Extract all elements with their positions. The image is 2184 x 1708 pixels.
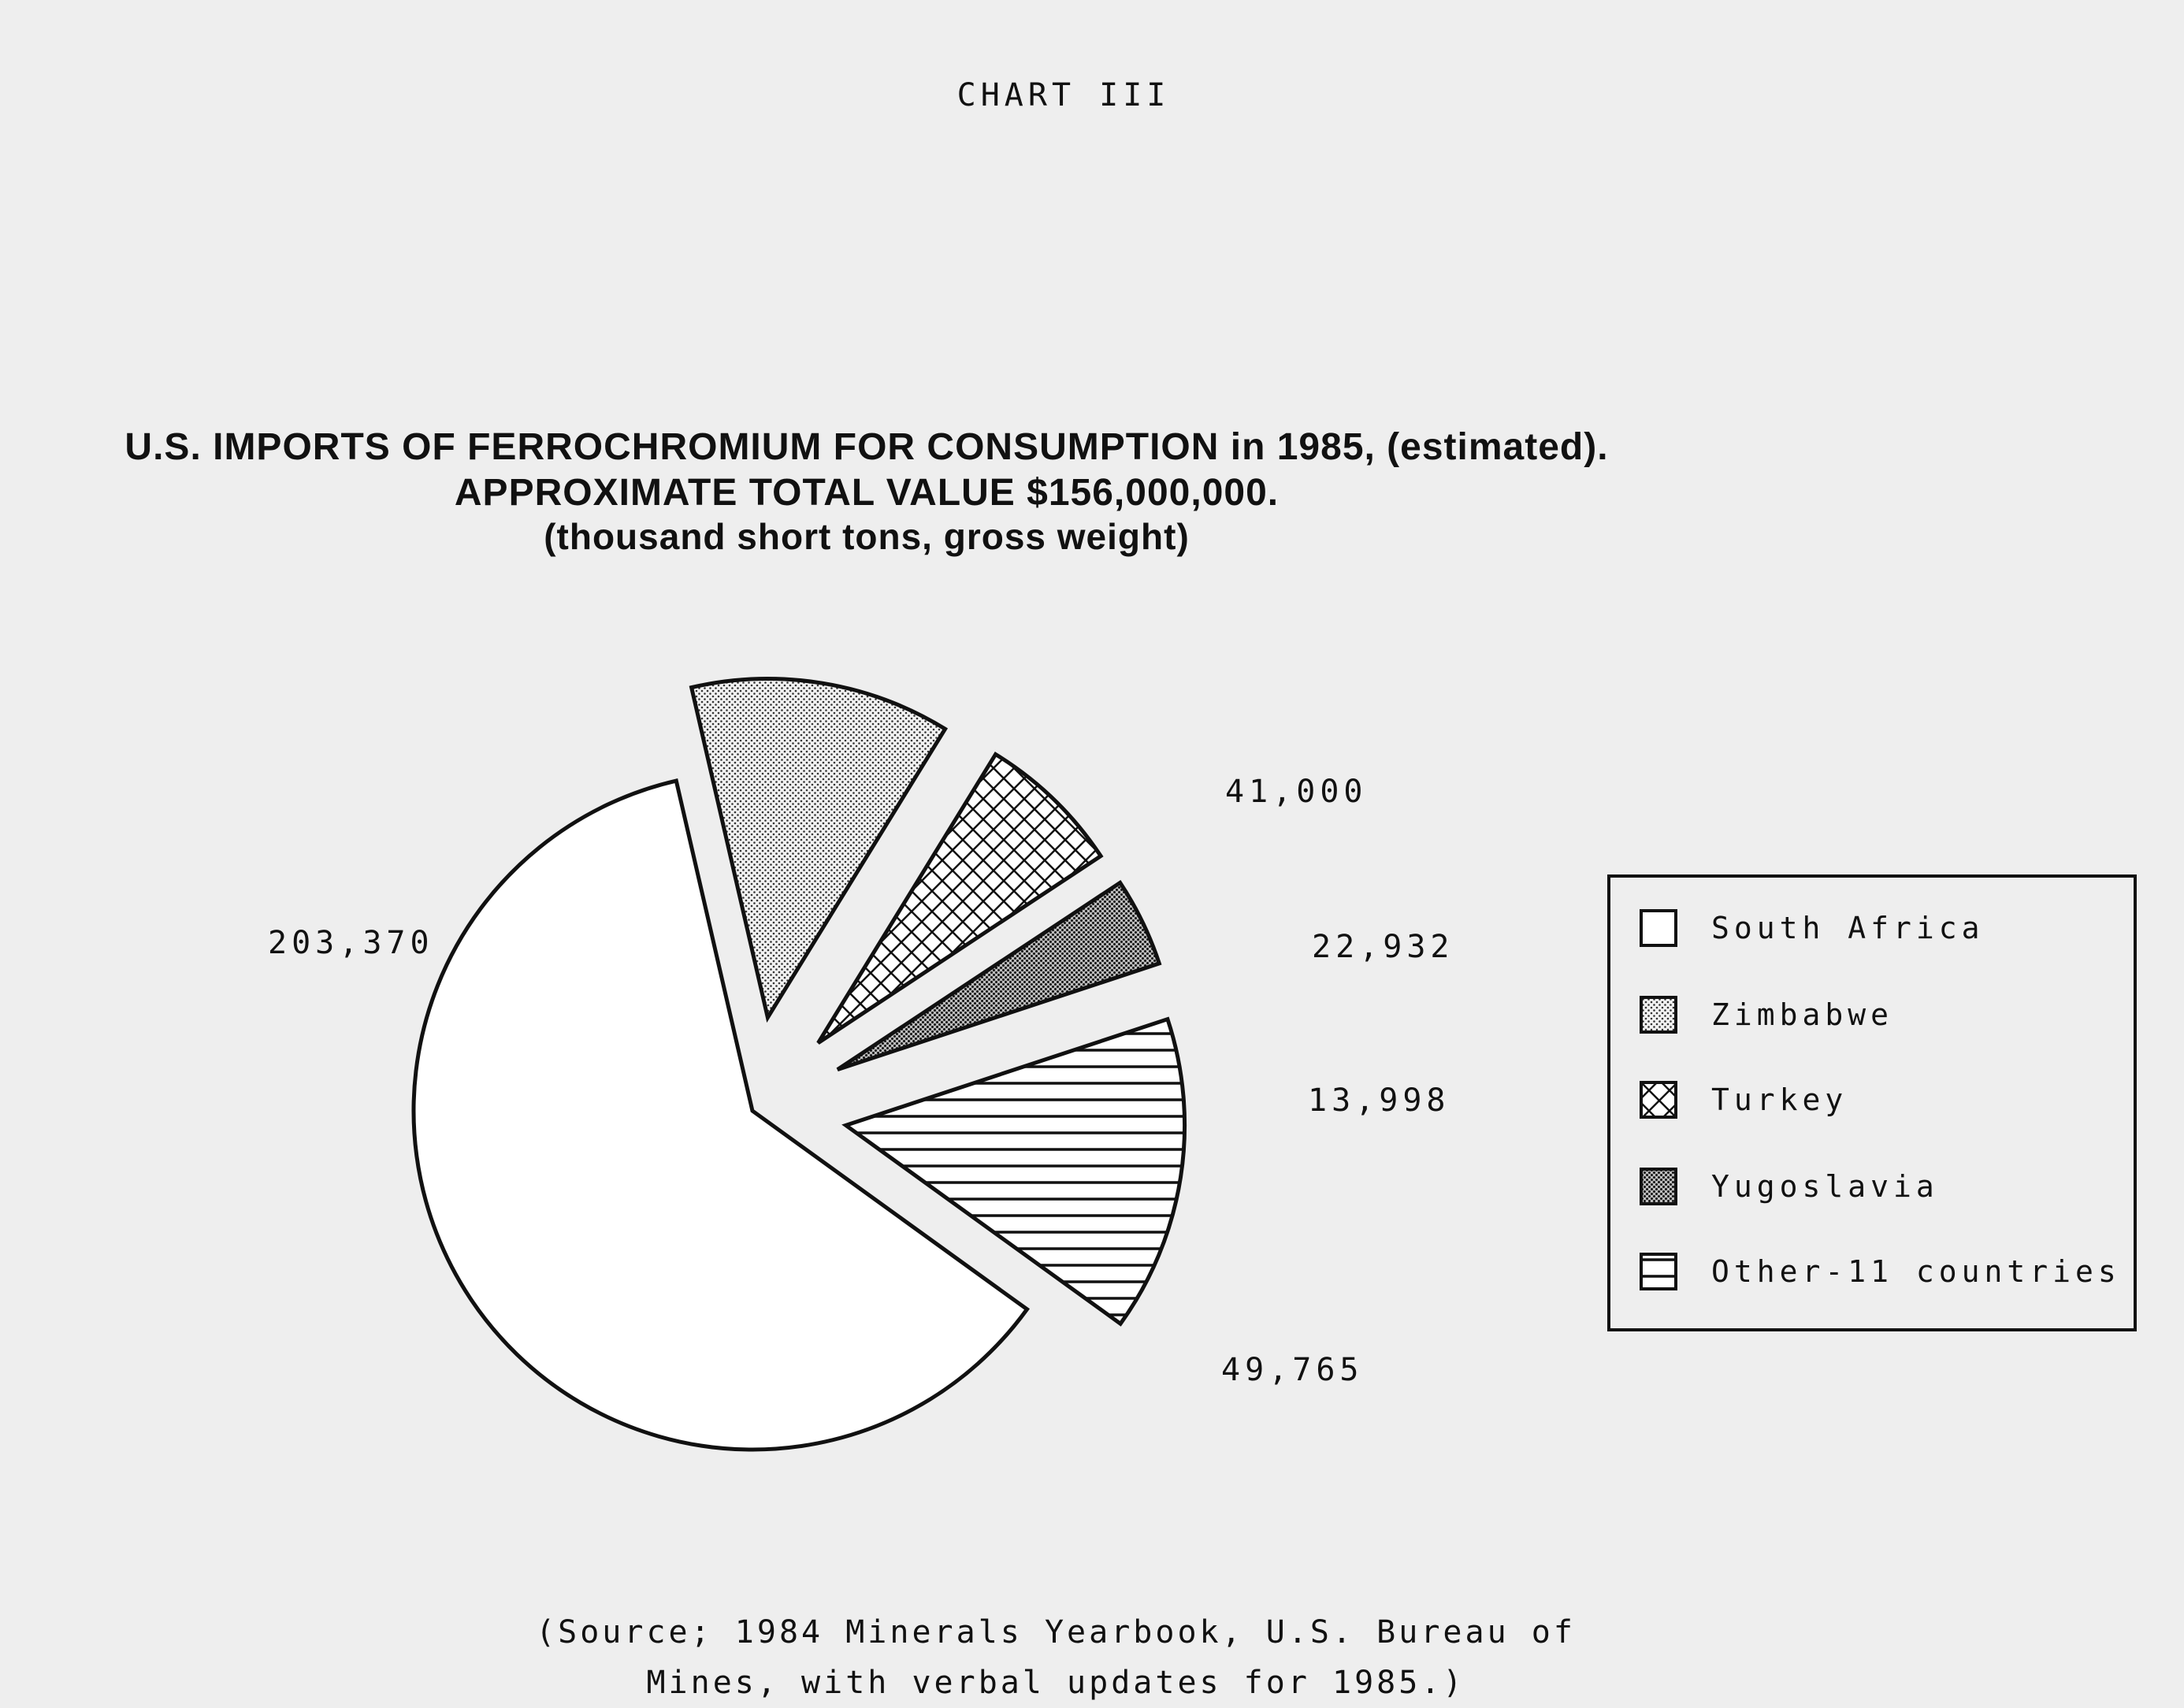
value-label-other-11-countries: 49,765 <box>1221 1352 1364 1388</box>
source-note <box>488 1607 1623 1708</box>
legend-label: Yugoslavia <box>1711 1169 1939 1204</box>
legend-label: South Africa <box>1711 911 1985 945</box>
value-label-yugoslavia: 13,998 <box>1308 1082 1450 1119</box>
legend-label: Zimbabwe <box>1711 997 1894 1032</box>
pie-slices <box>414 679 1185 1450</box>
legend <box>1607 874 2137 1331</box>
legend-item <box>1639 1076 1848 1123</box>
legend-swatch <box>1639 995 1678 1034</box>
legend-swatch <box>1639 1252 1678 1291</box>
legend-label: Turkey <box>1711 1082 1848 1117</box>
legend-item <box>1639 991 1893 1038</box>
legend-item <box>1639 1248 2121 1295</box>
legend-item <box>1639 1163 1939 1210</box>
legend-item <box>1639 904 1985 952</box>
legend-swatch <box>1639 908 1678 948</box>
chart-title: U.S. IMPORTS OF FERROCHROMIUM FOR CONSUMPTION in 1985, (estimated). <box>124 426 1609 468</box>
legend-swatch <box>1639 1080 1678 1119</box>
source-line-1: (Source; 1984 Minerals Yearbook, U.S. Bureau of <box>536 1614 1576 1650</box>
value-label-turkey: 22,932 <box>1312 929 1454 965</box>
chart-units: (thousand short tons, gross weight) <box>544 516 1190 557</box>
value-label-zimbabwe: 41,000 <box>1225 774 1368 810</box>
source-line-2: Mines, with verbal updates for 1985.) <box>646 1665 1465 1701</box>
chart-number: CHART III <box>956 77 1171 113</box>
legend-swatch <box>1639 1167 1678 1206</box>
value-label-south-africa: 203,370 <box>268 925 434 961</box>
chart-subtitle: APPROXIMATE TOTAL VALUE $156,000,000. <box>454 472 1280 514</box>
legend-label: Other-11 countries <box>1711 1254 2121 1289</box>
